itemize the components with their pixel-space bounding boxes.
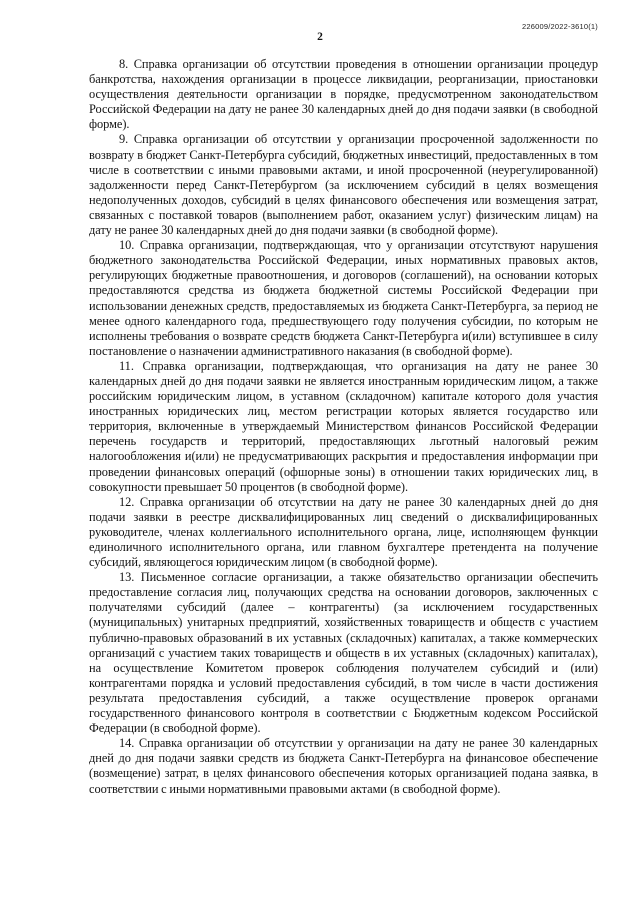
paragraph-9: 9. Справка организации об отсутствии у организации просроченной задолженности по возврату в бюджет Санкт-Петербурга субсидий, бюджетных инвестиций, предоставленных в том числе в соответствии с иными правовыми актами, и иной просроченной (неурегулированной) задолженности перед Санкт-Петербургом (за исключением субсидий в целях возмещения недополученных доходов, субсидий в целях финансового обеспечения или возмещения затрат, связанных с поставкой товаров (выполнением работ, оказанием услуг) физическим лицам) на дату не ранее 30 календарных дней до дня подачи заявки (в свободной форме). [89,132,598,238]
page-number: 2 [317,31,323,43]
paragraph-14: 14. Справка организации об отсутствии у организации на дату не ранее 30 календарных дней до дня подачи заявки средств из бюджета Санкт-Петербурга на финансовое обеспечение (возмещение) затрат, в целях финансового обеспечения которых организацией подана заявка, в соответствии с иными нормативными правовыми актами (в свободной форме). [89,736,598,796]
paragraph-8: 8. Справка организации об отсутствии проведения в отношении организации процедур банкротства, нахождения организации в процессе ликвидации, реорганизации, приостановки осуществления деятельности организации в порядке, предусмотренном законодательством Российской Федерации на дату не ранее 30 календарных дней до дня подачи заявки (в свободной форме). [89,57,598,132]
paragraph-13: 13. Письменное согласие организации, а также обязательство организации обеспечить предоставление согласия лиц, получающих средства на основании договоров, заключенных с получателями субсидий (далее – контрагенты) (за исключением государственных (муниципальных) унитарных предприятий, хозяйственных товариществ и обществ с участием публично-правовых образований в их уставных (складочных) капиталах, а также коммерческих организаций с участием таких товариществ и обществ в их уставных (складочных) капиталах), на осуществление Комитетом проверок соблюдения получателем субсидий и (или) контрагентами порядка и условий предоставления субсидий, в том числе в части достижения результата предоставления субсидий, а также осуществление проверок органами государственного финансового контроля в соответствии с Бюджетным кодексом Российской Федерации (в свободной форме). [89,570,598,736]
paragraph-12: 12. Справка организации об отсутствии на дату не ранее 30 календарных дней до дня подачи заявки в реестре дисквалифицированных лиц сведений о дисквалифицированных руководителе, членах коллегиального исполнительного органа, лице, исполняющем функции единоличного исполнительного органа, или главном бухгалтере претендента на получение субсидий, являющегося юридическим лицом (в свободной форме). [89,494,598,570]
document-id: 226009/2022-3610(1) [522,22,598,31]
paragraph-11: 11. Справка организации, подтверждающая, что организация на дату не ранее 30 календарных дней до дня подачи заявки не является иностранным юридическим лицом, а также российским юридическим лицом, в уставном (складочном) капитале которого доля участия иностранных юридических лиц, местом регистрации которых является государство или территория, включенные в утверждаемый Министерством финансов Российской Федерации перечень государств и территорий, предоставляющих льготный налоговый режим налогообложения и(или) не предусматривающих раскрытия и предоставления информации при проведении финансовых операций (офшорные зоны) в отношении таких юридических лиц, в совокупности превышает 50 процентов (в свободной форме). [89,358,598,494]
document-body [89,57,598,797]
paragraph-10: 10. Справка организации, подтверждающая, что у организации отсутствуют нарушения бюджетного законодательства Российской Федерации, иных нормативных правовых актов, регулирующих бюджетные правоотношения, и договоров (соглашений), на основании которых предоставляются средства из бюджета бюджетной системы Российской Федерации при использовании денежных средств, предоставляемых из бюджета Санкт-Петербурга, за период не менее одного календарного года, предшествующего году получения субсидии, по которым не исполнены требования о возврате средств бюджета Санкт-Петербурга и(или) вступившее в силу постановление о назначении административного наказания (в свободной форме). [89,238,598,358]
